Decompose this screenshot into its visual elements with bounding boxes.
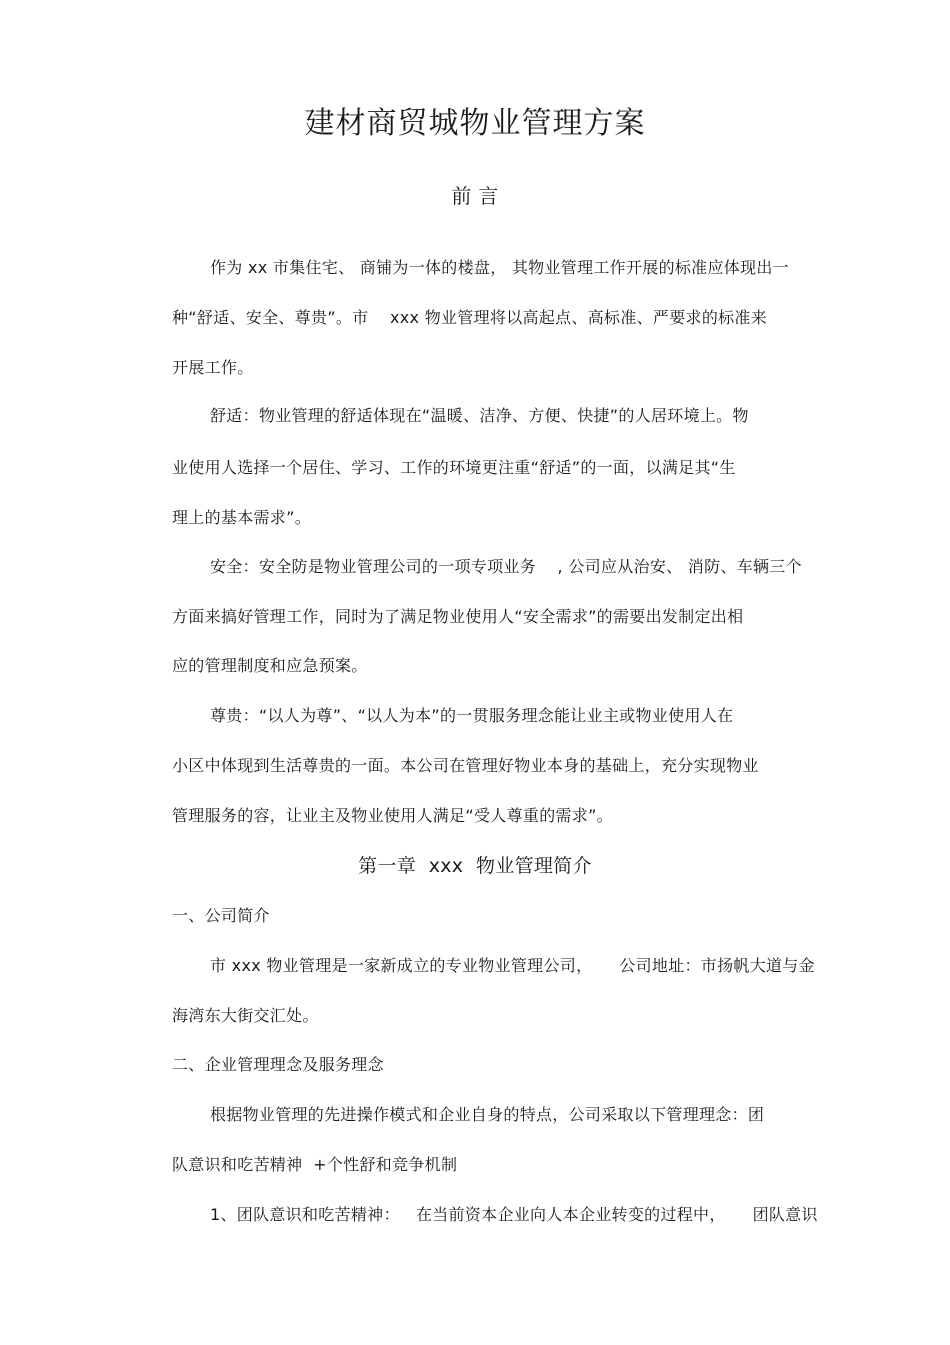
preface-p3-line-3: 应的管理制度和应急预案。 [172, 656, 368, 675]
section-2-item-1: 1、团队意识和吃苦精神： 在当前资本企业向人本企业转变的过程中， 团队意识 [210, 1205, 818, 1224]
section-1-heading: 一、公司简介 [172, 906, 270, 925]
preface-heading: 前 言 [451, 184, 499, 208]
section-1-line-2: 海湾东大街交汇处。 [172, 1006, 319, 1025]
preface-p4-line-3: 管理服务的容，让业主及物业使用人满足“受人尊重的需求”。 [172, 806, 613, 825]
preface-p3-line-2: 方面来搞好管理工作，同时为了满足物业使用人“安全需求”的需要出发制定出相 [172, 607, 744, 626]
section-2-line-2: 队意识和吃苦精神 +个性舒和竞争机制 [172, 1155, 458, 1174]
section-2-heading: 二、企业管理理念及服务理念 [172, 1055, 384, 1074]
preface-p1-line-3: 开展工作。 [172, 358, 254, 377]
chapter-1-title: 第一章 xxx 物业管理简介 [358, 855, 592, 877]
preface-p3-line-1: 安全：安全防是物业管理公司的一项专项业务 , 公司应从治安、 消防、车辆三个 [210, 557, 802, 576]
preface-p2-line-2: 业使用人选择一个居住、学习、工作的环境更注重“舒适”的一面，以满足其“生 [172, 458, 736, 477]
preface-p2-line-1: 舒适：物业管理的舒适体现在“温暖、洁净、方便、快捷”的人居环境上。物 [210, 406, 749, 425]
preface-p4-line-2: 小区中体现到生活尊贵的一面。本公司在管理好物业本身的基础上，充分实现物业 [172, 756, 759, 775]
preface-p4-line-1: 尊贵：“以人为尊”、“以人为本”的一贯服务理念能让业主或物业使用人在 [210, 706, 734, 725]
document-title: 建材商贸城物业管理方案 [304, 106, 646, 141]
preface-p2-line-3: 理上的基本需求”。 [172, 508, 311, 527]
preface-p1-line-1: 作为 xx 市集住宅、 商铺为一体的楼盘， 其物业管理工作开展的标准应体现出一 [210, 258, 789, 277]
section-2-line-1: 根据物业管理的先进操作模式和企业自身的特点，公司采取以下管理理念：团 [210, 1105, 765, 1124]
section-1-line-1: 市 xxx 物业管理是一家新成立的专业物业管理公司， 公司地址：市扬帆大道与金 [210, 956, 815, 975]
preface-p1-line-2: 种“舒适、安全、尊贵”。市 xxx 物业管理将以高起点、高标准、严要求的标准来 [172, 308, 768, 327]
